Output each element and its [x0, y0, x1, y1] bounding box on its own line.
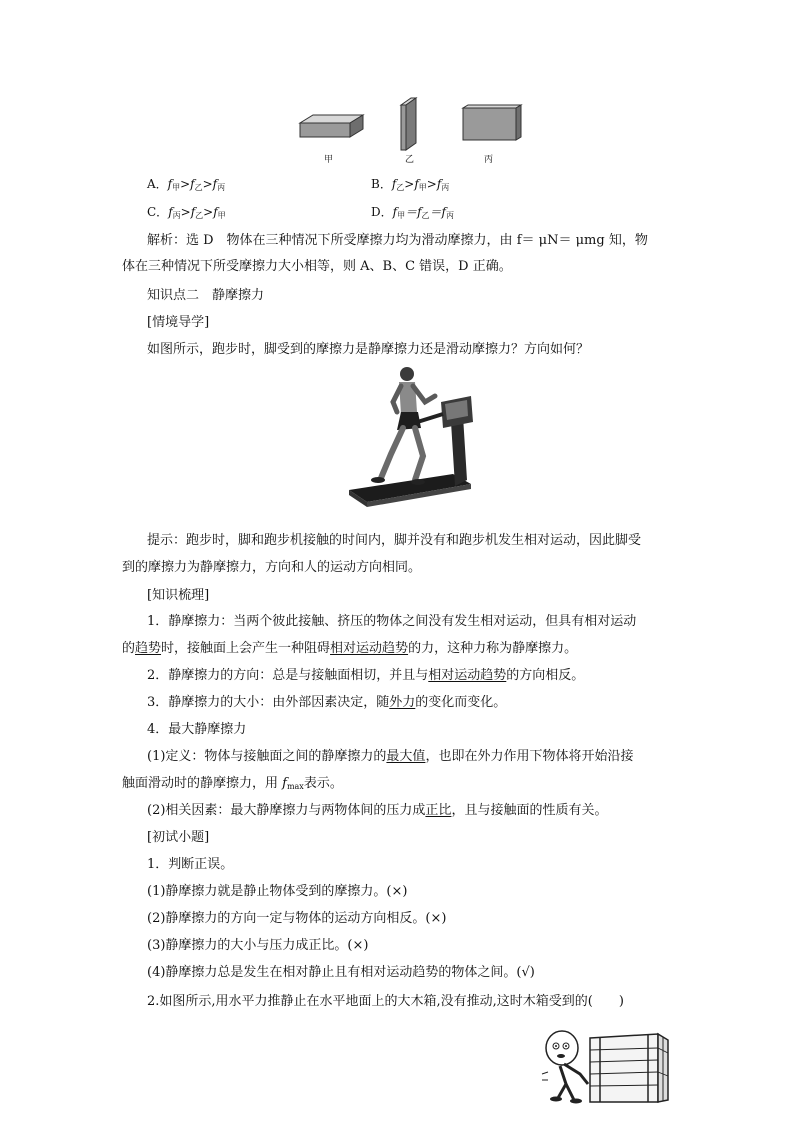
block-jia	[300, 115, 363, 137]
knowledge-p4-1-line-2: 触面滑动时的静摩擦力，用 $f_{max}$表示。	[122, 776, 343, 791]
quiz-item-4: (4)静摩擦力总是发生在相对静止且有相对运动趋势的物体之间。(√)	[147, 965, 535, 980]
knowledge-p4: 4．最大静摩擦力	[147, 722, 247, 737]
analysis-line-2: 体在三种情况下所受摩擦力大小相等，则 A、B、C 错误，D 正确。	[122, 259, 512, 274]
option-d: D．$f_甲=f_乙=f_丙$	[371, 205, 454, 220]
option-b: B．$f_乙>f_甲>f_丙$	[371, 177, 450, 192]
hint-line-1: 提示：跑步时，脚和跑步机接触的时间内，脚并没有和跑步机发生相对运动，因此脚受	[147, 533, 642, 548]
section-title: 知识点二 静摩擦力	[147, 288, 265, 303]
option-c: C．$f_丙>f_乙>f_甲$	[147, 205, 226, 220]
knowledge-p4-1-line-1: (1)定义：物体与接触面之间的静摩擦力的最大值，也即在外力作用下物体将开始沿接	[147, 749, 634, 764]
knowledge-p2: 2．静摩擦力的方向：总是与接触面相切，并且与相对运动趋势的方向相反。	[147, 668, 585, 683]
situation-tag: [情境导学]	[147, 315, 210, 330]
hint-line-2: 到的摩擦力为静摩擦力，方向和人的运动方向相同。	[122, 560, 422, 575]
label-jia: 甲	[324, 155, 334, 165]
quiz-item-3: (3)静摩擦力的大小与压力成正比。(×)	[147, 938, 369, 953]
push-crate-figure	[540, 1028, 672, 1104]
quiz-tag: [初试小题]	[147, 830, 210, 845]
quiz-q1: 1．判断正误。	[147, 857, 234, 872]
knowledge-tag: [知识梳理]	[147, 588, 210, 603]
label-bing: 丙	[484, 155, 494, 165]
analysis-line-1: 解析：选 D 物体在三种情况下所受摩擦力均为滑动摩擦力，由 f＝ μN＝ μmg 知，物	[147, 233, 648, 248]
quiz-q2: 2.如图所示,用水平力推静止在水平地面上的大木箱,没有推动,这时木箱受到的( )	[147, 994, 624, 1009]
knowledge-p1-line-1: 1．静摩擦力：当两个彼此接触、挤压的物体之间没有发生相对运动，但具有相对运动	[147, 614, 637, 629]
blocks-figure	[295, 95, 527, 155]
situation-question: 如图所示，跑步时，脚受到的摩擦力是静摩擦力还是滑动摩擦力？方向如何？	[147, 342, 590, 357]
option-a: A．$f_甲>f_乙>f_丙$	[147, 177, 226, 192]
quiz-item-2: (2)静摩擦力的方向一定与物体的运动方向相反。(×)	[147, 911, 447, 926]
block-yi	[401, 98, 416, 150]
quiz-item-1: (1)静摩擦力就是静止物体受到的摩擦力。(×)	[147, 884, 408, 899]
knowledge-p3: 3．静摩擦力的大小：由外部因素决定，随外力的变化而变化。	[147, 695, 507, 710]
treadmill-runner-figure	[343, 362, 475, 508]
knowledge-p4-2: (2)相关因素：最大静摩擦力与两物体间的压力成正比，且与接触面的性质有关。	[147, 803, 608, 818]
knowledge-p1-line-2: 的趋势时，接触面上会产生一种阻碍相对运动趋势的力，这种力称为静摩擦力。	[122, 641, 578, 656]
label-yi: 乙	[405, 155, 415, 165]
block-bing	[463, 105, 521, 140]
